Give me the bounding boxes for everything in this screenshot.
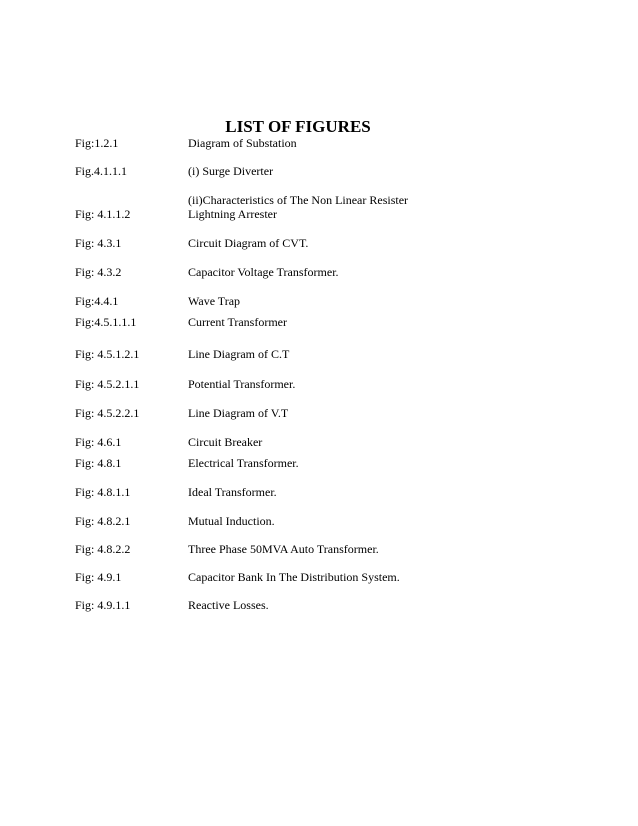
figure-caption: Circuit Breaker	[188, 435, 263, 449]
figure-number: Fig: 4.3.2	[75, 265, 122, 279]
figure-number: Fig:4.4.1	[75, 294, 119, 308]
figure-number: Fig: 4.3.1	[75, 236, 122, 250]
figure-caption: Capacitor Voltage Transformer.	[188, 265, 339, 279]
figure-caption: Wave Trap	[188, 294, 241, 308]
figure-caption: Electrical Transformer.	[188, 456, 299, 470]
figure-caption: Lightning Arrester	[188, 207, 277, 221]
figure-number: Fig: 4.5.2.1.1	[75, 377, 140, 391]
page-title: LIST OF FIGURES	[225, 117, 371, 136]
figure-number: Fig: 4.8.1	[75, 456, 122, 470]
figure-number: Fig: 4.9.1.1	[75, 598, 131, 612]
figure-caption: Mutual Induction.	[188, 514, 275, 528]
figure-caption: Circuit Diagram of CVT.	[188, 236, 309, 250]
figure-number: Fig:1.2.1	[75, 136, 119, 150]
figure-number: Fig: 4.1.1.2	[75, 207, 131, 221]
figure-number: Fig: 4.9.1	[75, 570, 122, 584]
figure-caption: Three Phase 50MVA Auto Transformer.	[188, 542, 379, 556]
figure-caption: (ii)Characteristics of The Non Linear Resister	[188, 193, 409, 207]
figure-caption: (i) Surge Diverter	[188, 164, 274, 178]
figure-number: Fig:4.5.1.1.1	[75, 315, 137, 329]
figure-number: Fig: 4.5.1.2.1	[75, 347, 140, 361]
figure-caption: Capacitor Bank In The Distribution System.	[188, 570, 400, 584]
figure-caption: Line Diagram of C.T	[188, 347, 290, 361]
figure-number: Fig: 4.6.1	[75, 435, 122, 449]
figure-number: Fig: 4.8.2.1	[75, 514, 131, 528]
figure-caption: Line Diagram of V.T	[188, 406, 289, 420]
figure-number: Fig: 4.5.2.2.1	[75, 406, 140, 420]
figure-caption: Ideal Transformer.	[188, 485, 277, 499]
figure-caption: Reactive Losses.	[188, 598, 269, 612]
figure-number: Fig: 4.8.1.1	[75, 485, 131, 499]
figure-number: Fig: 4.8.2.2	[75, 542, 131, 556]
figure-number: Fig.4.1.1.1	[75, 164, 128, 178]
figure-caption: Diagram of Substation	[188, 136, 297, 150]
figure-caption: Current Transformer	[188, 315, 287, 329]
figure-caption: Potential Transformer.	[188, 377, 296, 391]
